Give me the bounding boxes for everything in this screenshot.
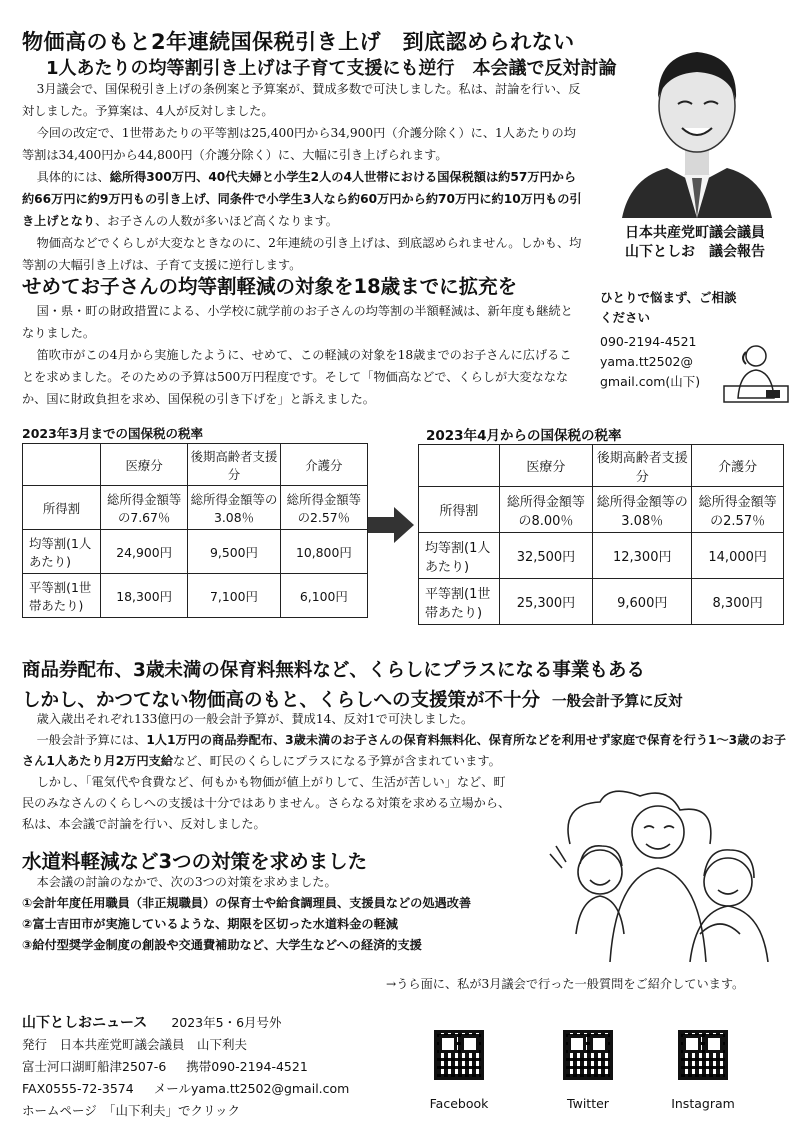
section3-para2-emphasis: 1人1万円の商品券配布、3歳未満のお子さんの保育料無料化、保育所などを利用せず家庭で保育を行う1～3歳のお子さん1人あたり月2万円支給 <box>22 733 786 768</box>
section3-para3: しかし、「電気代や食費など、何もかも物価が値上がりして、生活が苦しい」など、町民のみなさんのくらしへの支援は十分ではありません。さらなる対策を求める立場から、私は、本会議で討論を行い、反対しました。 <box>22 775 511 831</box>
section2-para2: 笛吹市がこの4月から実施したように、せめて、この軽減の対象を18歳までのお子さんに広げることを求めました。そのための予算は500万円程度です。そして「物価高などで、くらしが大変なななか、国に財政負担を求め、国保税の引き下げを」と訴えました。 <box>22 348 572 406</box>
paper-name: 山下としおニュース <box>22 1015 148 1031</box>
address-line <box>22 1056 349 1078</box>
table-after-title: 2023年4月からの国保税の税率 <box>426 428 622 444</box>
arrow-right-icon <box>366 505 416 549</box>
family-illustration <box>540 784 786 962</box>
consult-email1[interactable]: yama.tt2502@ <box>600 354 693 369</box>
qr-code-icon[interactable] <box>678 1030 728 1080</box>
section3-para2-lead: 一般会計予算には、 <box>36 733 147 747</box>
section3-para1: 歳入歳出それぞれ133億円の一般会計予算が、賛成14、反対1で可決しました。 <box>36 712 474 726</box>
table-cell: 18,300円 <box>101 574 188 618</box>
qr-code-icon[interactable] <box>434 1030 484 1080</box>
headline-sub: 1人あたりの均等割引き上げは子育て支援にも逆行 本会議で反対討論 <box>46 58 617 79</box>
table-cell: 介護分 <box>280 444 367 486</box>
section3-para2-tail: など、町民のくらしにプラスになる予算が含まれています。 <box>173 754 501 768</box>
consult-phone[interactable]: 090-2194-4521 <box>600 334 697 349</box>
profile-title2: 山下としお 議会報告 <box>625 244 765 260</box>
issue-label: 2023年5・6月号外 <box>171 1015 282 1030</box>
section1-para1: 3月議会で、国保税引き上げの条例案と予算案が、賛成多数で可決しました。私は、討論を行い、反対しました。予算案は、4人が反対しました。 <box>22 82 581 118</box>
table-cell: 14,000円 <box>692 533 784 579</box>
section4-intro: 本会議の討論のなかで、次の3つの対策を求めました。 <box>36 875 337 889</box>
table-cell <box>23 444 101 486</box>
mobile[interactable]: 携帯090-2194-4521 <box>186 1059 308 1074</box>
section1-para2: 今回の改定で、1世帯あたりの平等割は25,400円から34,900円（介護分除く）に、1人あたりの均等割は34,400円から44,800円（介護分除く）に、大幅に引き上げられます。 <box>22 126 576 162</box>
table-cell: 所得割 <box>419 487 500 533</box>
section4-body <box>22 872 542 956</box>
table-cell: 後期高齢者支援分 <box>188 444 280 486</box>
profile-title1: 日本共産党町議会議員 <box>625 225 765 241</box>
section3-title2-main: しかし、かつてない物価高のもと、くらしへの支援策が不十分 <box>22 690 541 711</box>
qr-label-instagram: Instagram <box>671 1096 735 1111</box>
table-cell: 総所得金額等の2.57％ <box>692 487 784 533</box>
table-cell: 医療分 <box>499 445 593 487</box>
table-row <box>23 486 368 530</box>
table-cell: 医療分 <box>101 444 188 486</box>
table-cell: 平等割(1世帯あたり) <box>23 574 101 618</box>
table-cell: 9,500円 <box>188 530 280 574</box>
list-item: ①会計年度任用職員（非正規職員）の保育士や給食調理員、支援員などの処遇改善 <box>22 896 472 910</box>
section1-para3-emphasis: 総所得300万円、40代夫婦と小学生2人の4人世帯における国保税額は約57万円から約66万円に約9万円もの引き上げ、同条件で小学生3人なら約60万円から約70万円に約10万円もの引き上げとなり <box>22 170 582 228</box>
section3-body <box>22 709 787 772</box>
table-cell: 所得割 <box>23 486 101 530</box>
table-row <box>419 533 784 579</box>
section1-para4: 物価高などでくらしが大変なときなのに、2年連続の引き上げは、到底認められません。しかも、均等割の大幅引き上げは、子育て支援に逆行します。 <box>22 236 582 272</box>
table-cell: 平等割(1世帯あたり) <box>419 579 500 625</box>
section3-para2 <box>22 730 787 772</box>
table-cell: 8,300円 <box>692 579 784 625</box>
section2-para1: 国・県・町の財政措置による、小学校に就学前のお子さんの均等割の半額軽減は、新年度も継続となりました。 <box>22 304 573 340</box>
table-cell <box>419 445 500 487</box>
section1-body <box>22 78 582 276</box>
table-cell: 均等割(1人あたり) <box>23 530 101 574</box>
section3-title2-note: 一般会計予算に反対 <box>552 694 683 710</box>
section1-para3 <box>22 166 582 232</box>
table-cell: 均等割(1人あたり) <box>419 533 500 579</box>
homepage-line[interactable]: ホームページ 「山下利夫」でクリック <box>22 1103 241 1118</box>
table-cell: 7,100円 <box>188 574 280 618</box>
publisher-line: 発行 日本共産党町議会議員 山下利夫 <box>22 1037 248 1052</box>
table-cell: 総所得金額等の3.08％ <box>188 486 280 530</box>
section2-body <box>22 300 582 410</box>
table-cell: 総所得金額等の7.67％ <box>101 486 188 530</box>
profile-titles <box>596 224 794 262</box>
table-cell: 25,300円 <box>499 579 593 625</box>
qr-code-icon[interactable] <box>563 1030 613 1080</box>
address: 富士河口湖町船津2507-6 <box>22 1059 167 1074</box>
portrait-photo <box>612 28 782 218</box>
section4-title: 水道料軽減など3つの対策を求めました <box>22 850 368 873</box>
fax: FAX0555-72-3574 <box>22 1081 134 1096</box>
qr-label-twitter: Twitter <box>567 1096 609 1111</box>
table-cell: 後期高齢者支援分 <box>593 445 692 487</box>
fax-line <box>22 1078 349 1100</box>
table-cell: 総所得金額等の2.57％ <box>280 486 367 530</box>
headline-main: 物価高のもと2年連続国保税引き上げ 到底認められない <box>22 30 575 54</box>
table-cell: 6,100円 <box>280 574 367 618</box>
phone-caller-illustration <box>720 340 792 406</box>
table-cell: 24,900円 <box>101 530 188 574</box>
section3-title1: 商品券配布、3歳未満の保育料無料など、くらしにプラスになる事業もある <box>22 660 645 681</box>
email[interactable]: メールyama.tt2502@gmail.com <box>153 1081 350 1096</box>
section1-para3-lead: 具体的には、 <box>36 170 110 184</box>
section3-body2 <box>22 772 512 835</box>
table-row <box>419 445 784 487</box>
table-row <box>419 487 784 533</box>
footer-paper-line <box>22 1012 349 1034</box>
consult-email2: gmail.com(山下) <box>600 374 701 389</box>
list-item: ③給付型奨学金制度の創設や交通費補助など、大学生などへの経済的支援 <box>22 938 422 952</box>
consult-line2: ください <box>600 310 651 325</box>
table-before-title: 2023年3月までの国保税の税率 <box>22 426 203 441</box>
list-item: ②富士吉田市が実施しているような、期限を区切った水道料金の軽減 <box>22 917 398 931</box>
table-row <box>23 530 368 574</box>
table-cell: 9,600円 <box>593 579 692 625</box>
table-cell: 総所得金額等の8.00％ <box>499 487 593 533</box>
table-cell: 32,500円 <box>499 533 593 579</box>
table-cell: 総所得金額等の3.08％ <box>593 487 692 533</box>
table-row <box>23 444 368 486</box>
section2-title: せめてお子さんの均等割軽減の対象を18歳までに拡充を <box>22 275 518 298</box>
qr-label-facebook: Facebook <box>429 1096 489 1111</box>
section1-para3-tail: 、お子さんの人数が多いほど高くなります。 <box>95 214 338 228</box>
table-row <box>23 574 368 618</box>
table-before <box>22 443 368 618</box>
footer-info <box>22 1012 349 1122</box>
table-cell: 10,800円 <box>280 530 367 574</box>
table-cell: 介護分 <box>692 445 784 487</box>
consult-line1: ひとりで悩まず、ご相談 <box>600 290 737 305</box>
table-row <box>419 579 784 625</box>
back-page-note: →うら面に、私が3月議会で行った一般質問をご紹介しています。 <box>386 977 745 991</box>
table-after <box>418 444 784 625</box>
table-cell: 12,300円 <box>593 533 692 579</box>
